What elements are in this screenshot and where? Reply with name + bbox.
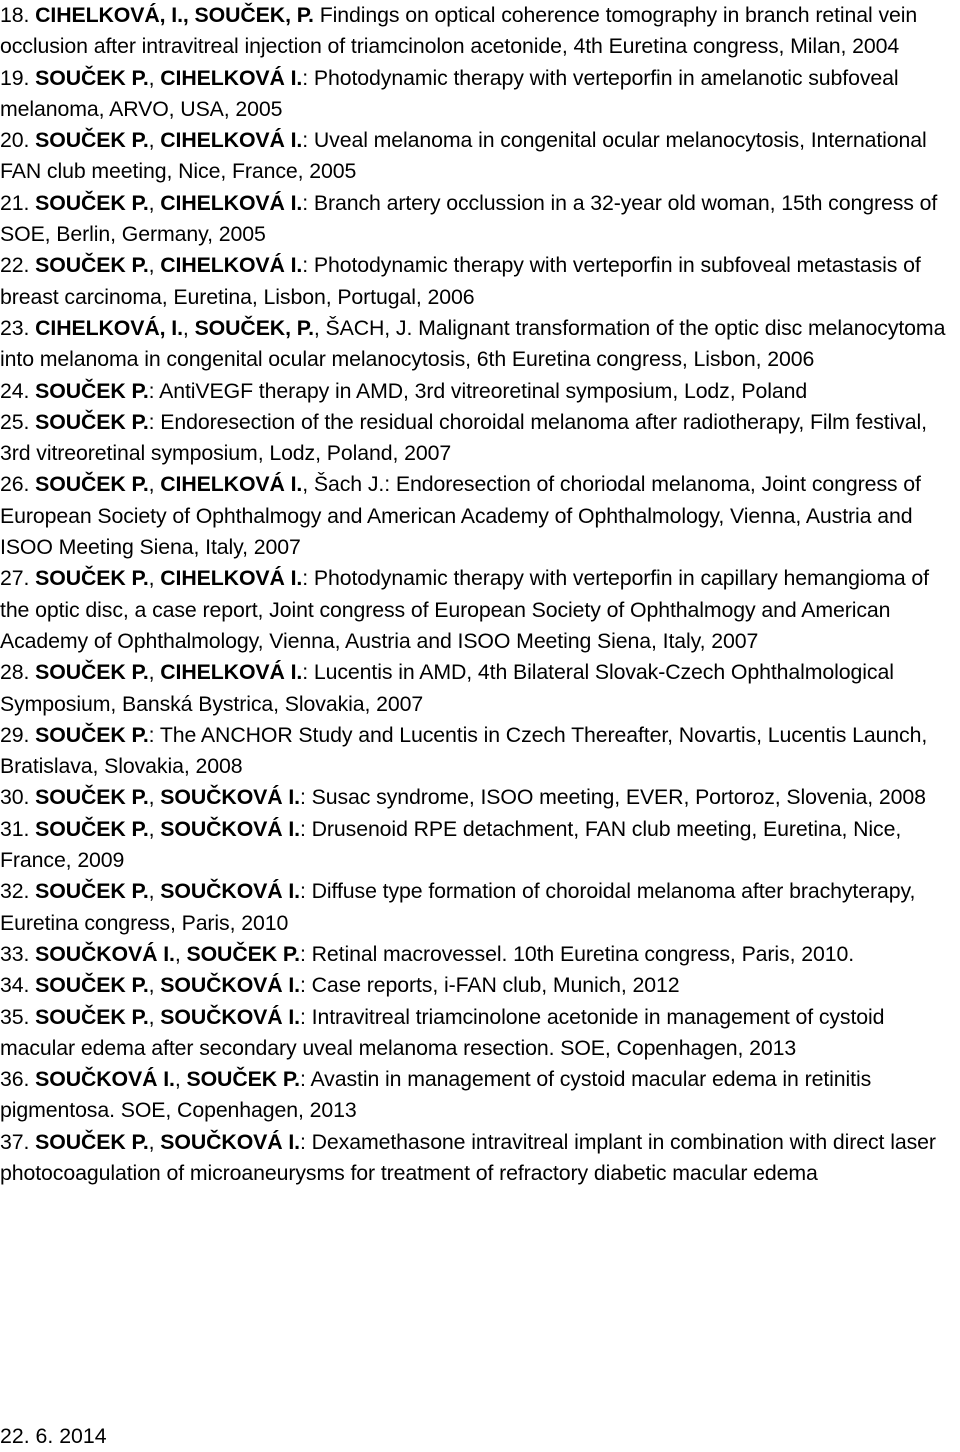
entry-text: 23. — [0, 315, 36, 340]
publication-entry — [0, 939, 960, 970]
author-name: SOUČKOVÁ I. — [160, 973, 300, 998]
publication-entry — [0, 0, 960, 63]
publication-entry — [0, 814, 960, 877]
author-name: SOUČEK P. — [35, 973, 149, 998]
entry-text: : Avastin in management of cystoid macular edema in retinitis pigmentosa. SOE, Copenhagen, 2013 — [0, 1067, 872, 1123]
entry-text: , — [148, 190, 161, 215]
entry-text: 37. — [0, 1129, 36, 1154]
author-name: CIHELKOVÁ, I. — [35, 315, 183, 340]
entry-text: 32. — [0, 879, 36, 904]
author-name: CIHELKOVÁ I. — [160, 660, 303, 685]
publication-entry — [0, 188, 960, 251]
entry-text: 27. — [0, 566, 36, 591]
author-name: CIHELKOVÁ I. — [160, 128, 303, 153]
publication-entry — [0, 1064, 960, 1127]
entry-text: : The ANCHOR Study and Lucentis in Czech Thereafter, Novartis, Lucentis Launch, Bratislava, Slovakia, 2008 — [0, 722, 928, 779]
author-name: SOUČEK P. — [35, 1004, 149, 1029]
entry-text: Malignant transformation of the optic disc melanocytoma into melanoma in congenital ocular melanocytosis, 6th Euretina congress, Lisbon, 2006 — [0, 315, 946, 372]
entry-text: , — [148, 1004, 161, 1029]
author-name: SOUČKOVÁ I. — [35, 941, 175, 966]
author-name: SOUČEK P. — [35, 660, 149, 685]
entry-text: : Uveal melanoma in congenital ocular melanocytosis, International FAN club meeting, Nice, France, 2005 — [0, 128, 927, 184]
entry-text: , — [148, 660, 161, 685]
entry-text: : Branch artery occlussion in a 32-year old woman, 15th congress of SOE, Berlin, Germany, 2005 — [0, 190, 938, 247]
author-name: SOUČEK P. — [35, 378, 149, 403]
author-name: SOUČEK P. — [35, 879, 149, 904]
publication-entry — [0, 1002, 960, 1065]
entry-text: 34. — [0, 973, 36, 998]
entry-text: : Drusenoid RPE detachment, FAN club meeting, Euretina, Nice, France, 2009 — [0, 816, 902, 873]
author-name: SOUČEK P. — [186, 1067, 300, 1092]
entry-text: , — [148, 65, 161, 90]
entry-text: : Susac syndrome, ISOO meeting, EVER, Portoroz, Slovenia, 2008 — [300, 785, 926, 810]
author-name: SOUČEK P. — [35, 65, 149, 90]
entry-text: 30. — [0, 785, 36, 810]
entry-text: : Case reports, i-FAN club, Munich, 2012 — [300, 973, 680, 998]
author-name: SOUČEK P. — [35, 816, 149, 841]
entry-text: : Photodynamic therapy with verteporfin in amelanotic subfoveal melanoma, ARVO, USA, 2005 — [0, 65, 899, 121]
entry-text: 29. — [0, 722, 36, 747]
author-name: SOUČKOVÁ I. — [160, 816, 300, 841]
author-name: SOUČEK P. — [35, 566, 149, 591]
entry-text: : Diffuse type formation of choroidal melanoma after brachyterapy, Euretina congress, Paris, 2010 — [0, 879, 916, 935]
entry-text: , — [174, 1067, 187, 1092]
document-date: 22. 6. 2014 — [0, 1424, 107, 1448]
author-name: CIHELKOVÁ, I., SOUČEK, P. — [35, 3, 314, 27]
author-name: SOUČKOVÁ I. — [160, 785, 300, 810]
entry-text: 36. — [0, 1067, 36, 1092]
publication-entry — [0, 876, 960, 939]
author-name: SOUČEK P. — [35, 128, 149, 153]
entry-text: , — [148, 566, 161, 591]
author-name: CIHELKOVÁ I. — [160, 566, 303, 591]
author-name: SOUČEK P. — [35, 253, 149, 278]
author-name: CIHELKOVÁ I. — [160, 65, 303, 90]
publication-entry — [0, 469, 960, 563]
entry-text: 35. — [0, 1004, 36, 1029]
author-name: SOUČEK P. — [186, 941, 300, 966]
entry-text: 18. — [0, 3, 36, 27]
entry-text: , — [148, 472, 161, 497]
entry-text: 22. — [0, 253, 36, 278]
publication-entry — [0, 250, 960, 313]
entry-text: : Photodynamic therapy with verteporfin in capillary hemangioma of the optic disc, a case report, Joint congress of European Society of Ophthalmogy and American Academy of Ophthalmology, Vienna, Austria and ISOO Meeting Siena, Italy, 2007 — [0, 566, 929, 653]
entry-text: : Lucentis in AMD, 4th Bilateral Slovak-Czech Ophthalmological Symposium, Banská Bystrica, Slovakia, 2007 — [0, 660, 894, 716]
publication-entry — [0, 125, 960, 188]
author-name: CIHELKOVÁ I. — [160, 190, 303, 215]
entry-text: , — [148, 1129, 161, 1154]
author-name: CIHELKOVÁ I. — [160, 253, 303, 278]
author-name: SOUČEK, P. — [194, 315, 314, 340]
entry-text: : Dexamethasone intravitreal implant in combination with direct laser photocoagulation of microaneurysms for treatment of refractory diabetic macular edema — [0, 1129, 936, 1185]
publication-entry — [0, 376, 960, 407]
entry-text: , Šach J.: Endoresection of choriodal melanoma, Joint congress of European Society of Ophthalmogy and American Academy of Ophthalmology, Vienna, Austria and ISOO Meeting Siena, Italy, 2007 — [0, 472, 921, 560]
author-name: SOUČEK P. — [35, 409, 149, 434]
author-name: SOUČEK P. — [35, 1129, 149, 1154]
entry-text: 21. — [0, 190, 36, 215]
publication-entry — [0, 1127, 960, 1190]
entry-text: Findings on optical coherence tomography in branch retinal vein occlusion after intravitreal injection of triamcinolon acetonide, 4th Euretina congress, Milan, 2004 — [0, 3, 918, 59]
entry-text: , — [148, 816, 161, 841]
entry-text: : Retinal macrovessel. 10th Euretina congress, Paris, 2010. — [300, 941, 855, 966]
entry-text: 24. — [0, 378, 36, 403]
author-name: SOUČKOVÁ I. — [160, 879, 300, 904]
publication-entry — [0, 782, 960, 813]
publication-entry — [0, 407, 960, 470]
author-name: SOUČKOVÁ I. — [35, 1067, 175, 1092]
entry-text: , — [148, 785, 161, 810]
entry-text: , — [148, 879, 161, 904]
entry-text: 26. — [0, 472, 36, 497]
publication-entry — [0, 720, 960, 783]
publication-entry — [0, 563, 960, 657]
entry-text: : Endoresection of the residual choroidal melanoma after radiotherapy, Film festival, 3rd vitreoretinal symposium, Lodz, Poland, 2007 — [0, 409, 927, 466]
entry-text: , — [148, 973, 161, 998]
entry-text: 19. — [0, 65, 36, 90]
entry-text: : Intravitreal triamcinolone acetonide in management of cystoid macular edema after secondary uveal melanoma resection. SOE, Copenhagen, 2013 — [0, 1004, 885, 1060]
author-name: CIHELKOVÁ I. — [160, 472, 303, 497]
entry-text: , — [148, 253, 161, 278]
entry-text: 31. — [0, 816, 36, 841]
entry-text: 33. — [0, 941, 36, 966]
publication-entry — [0, 63, 960, 126]
entry-text: 25. — [0, 409, 36, 434]
entry-text: 28. — [0, 660, 36, 685]
author-name: SOUČEK P. — [35, 722, 149, 747]
author-name: SOUČEK P. — [35, 472, 149, 497]
author-name: SOUČKOVÁ I. — [160, 1129, 300, 1154]
author-name: SOUČKOVÁ I. — [160, 1004, 300, 1029]
entry-text: , — [182, 315, 195, 340]
publication-entry — [0, 313, 960, 376]
publication-entry — [0, 657, 960, 720]
publication-entry — [0, 970, 960, 1001]
author-name: SOUČEK P. — [35, 190, 149, 215]
entry-text: , — [174, 941, 187, 966]
entry-text: , ŠACH, J. — [313, 315, 419, 340]
entry-text: , — [148, 128, 161, 153]
author-name: SOUČEK P. — [35, 785, 149, 810]
entry-text: 20. — [0, 128, 36, 153]
entry-text: : Photodynamic therapy with verteporfin in subfoveal metastasis of breast carcinoma, Euretina, Lisbon, Portugal, 2006 — [0, 253, 921, 309]
entry-text: : AntiVEGF therapy in AMD, 3rd vitreoretinal symposium, Lodz, Poland — [148, 378, 808, 403]
